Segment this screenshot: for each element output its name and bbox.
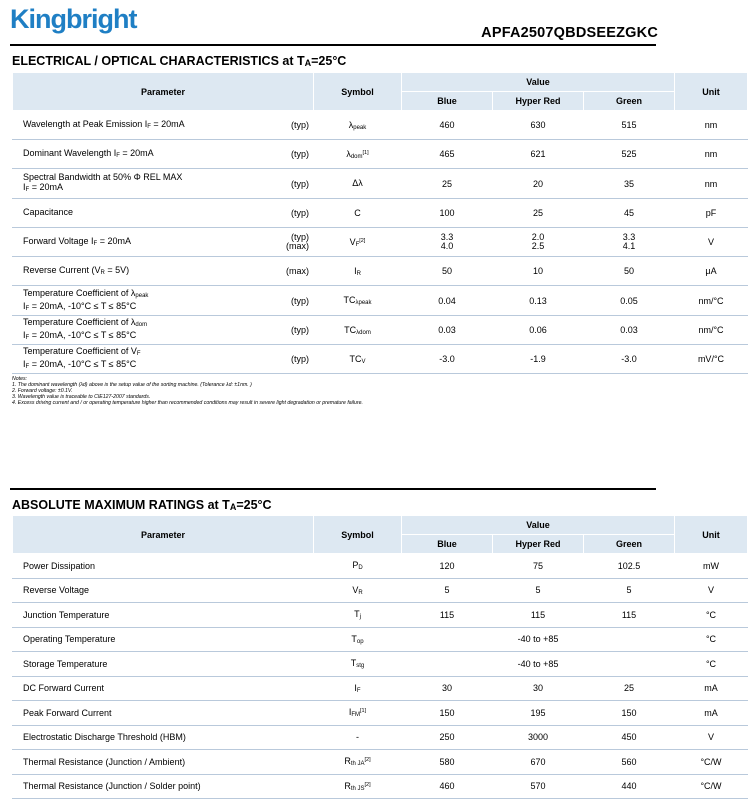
header-blue: Blue: [402, 92, 493, 111]
parameter-cell: [13, 140, 249, 169]
symbol-subscript: peak: [353, 124, 367, 131]
value-cell: 580: [402, 750, 493, 775]
table-row: [13, 140, 748, 169]
notes-heading: Notes:: [12, 376, 27, 382]
symbol-cell: [314, 725, 402, 750]
value-cell: 465: [402, 140, 493, 169]
parameter-cell: Reverse Voltage: [13, 578, 314, 603]
symbol-text: λ: [348, 119, 354, 130]
parameter-line-2: [23, 330, 248, 343]
table-row: [13, 228, 748, 257]
parameter-line-2: [23, 182, 248, 195]
value-cell: 525: [584, 140, 675, 169]
section-title-electrical: ELECTRICAL / OPTICAL CHARACTERISTICS at $T_A=25^\circ C$: [12, 54, 347, 68]
header-unit: Unit: [675, 73, 748, 111]
table-row: [13, 111, 748, 140]
value-cell: 45: [584, 199, 675, 228]
value-cell: 630: [493, 111, 584, 140]
parameter-cell: [13, 316, 249, 345]
header-green: Green: [584, 92, 675, 111]
parameter-cell: Storage Temperature: [13, 652, 314, 677]
table-row: [13, 316, 748, 345]
value-line-2: 4.1: [622, 241, 636, 251]
table-row: [13, 169, 748, 199]
symbol-subscript: λdom: [356, 329, 371, 336]
header-value: Value: [402, 516, 675, 535]
symbol-text: TC: [343, 295, 356, 305]
parameter-cell: Power Dissipation: [13, 554, 314, 579]
absolute-max-table: [12, 515, 748, 799]
table-row: [13, 725, 748, 750]
section-title-absolute-max: ABSOLUTE MAXIMUM RATINGS at $T_A=25^\circ C$: [12, 498, 272, 512]
unit-cell: mW: [675, 554, 748, 579]
unit-cell: V: [675, 578, 748, 603]
value-line-1: 3.3: [440, 232, 454, 242]
symbol-subscript: th JS: [350, 785, 365, 792]
parameter-cell: [13, 345, 249, 374]
parameter-cell: [13, 169, 249, 199]
parameter-text: I: [23, 300, 26, 311]
value-cell: 150: [584, 701, 675, 726]
value-cell: 10: [493, 257, 584, 286]
table-row: [13, 257, 748, 286]
symbol-cell: [314, 286, 402, 316]
parameter-tail: = 20mA, -10°C ≤ T ≤ 85°C: [29, 359, 137, 369]
symbol-subscript: FM: [351, 712, 361, 719]
symbol-subscript: op: [356, 638, 364, 645]
symbol-text: Δλ: [352, 178, 363, 188]
symbol-text: V: [349, 236, 356, 247]
symbol-text: I: [348, 707, 352, 718]
symbol-subscript: dom: [350, 153, 363, 160]
symbol-cell: [314, 228, 402, 257]
parameter-cell: Thermal Resistance (Junction / Solder point): [13, 774, 314, 799]
note-2: 2. Forward voltage: ±0.1V.: [12, 388, 73, 394]
value-line-2: 2.5: [531, 241, 545, 251]
value-cell: 35: [584, 169, 675, 199]
symbol-cell: [314, 603, 402, 628]
unit-cell: V: [675, 228, 748, 257]
value-cell: 25: [402, 169, 493, 199]
unit-cell: °C/W: [675, 750, 748, 775]
parameter-cell: [13, 111, 249, 140]
value-line-2: 4.0: [440, 241, 454, 251]
note-3: 3. Wavelength value is traceable to CIE127-2007 standards.: [12, 394, 151, 400]
parameter-subscript: F: [136, 351, 141, 357]
table-row: [13, 199, 748, 228]
header-blue: Blue: [402, 535, 493, 554]
parameter-tail: = 20mA: [119, 147, 154, 158]
value-cell: 3000: [493, 725, 584, 750]
electrical-table: [12, 72, 748, 374]
symbol-cell: [314, 257, 402, 286]
table-row: [13, 676, 748, 701]
type-cell: (typ): [249, 169, 314, 199]
type-cell: (typ): [249, 286, 314, 316]
header-symbol: Symbol: [314, 516, 402, 554]
parameter-subscript: F: [25, 305, 30, 312]
value-cell: 0.03: [584, 316, 675, 345]
parameter-subscript: R: [100, 269, 105, 276]
parameter-tail: = 20mA, -10°C ≤ T ≤ 85°C: [29, 300, 137, 311]
value-cell-span: -40 to +85: [402, 627, 675, 652]
parameter-cell: Electrostatic Discharge Threshold (HBM): [13, 725, 314, 750]
parameter-cell: [13, 228, 249, 257]
value-cell: 0.04: [402, 286, 493, 316]
value-cell: -3.0: [402, 345, 493, 374]
symbol-subscript: th JA: [350, 761, 365, 768]
symbol-text: TC: [349, 353, 362, 364]
symbol-cell: [314, 140, 402, 169]
value-cell: 450: [584, 725, 675, 750]
unit-cell: °C: [675, 627, 748, 652]
parameter-text: Temperature Coefficient of λ: [23, 317, 136, 327]
parameter-text: Dominant Wavelength I: [23, 147, 117, 158]
symbol-cell: [314, 554, 402, 579]
symbol-subscript: R: [356, 270, 361, 277]
unit-cell: μA: [675, 257, 748, 286]
value-cell: 115: [584, 603, 675, 628]
parameter-cell: [13, 199, 249, 228]
parameter-tail: = 20mA, -10°C ≤ T ≤ 85°C: [29, 330, 137, 340]
value-cell: 115: [493, 603, 584, 628]
value-line-1: 3.3: [622, 232, 636, 242]
symbol-note: [2]: [364, 781, 371, 788]
value-cell: 621: [493, 140, 584, 169]
symbol-subscript: stg: [356, 663, 365, 670]
unit-cell: °C: [675, 652, 748, 677]
value-cell: [402, 228, 493, 257]
value-cell: 0.03: [402, 316, 493, 345]
type-cell: (typ): [249, 140, 314, 169]
header-hyper-red: Hyper Red: [493, 92, 584, 111]
parameter-subscript: peak: [135, 292, 149, 299]
value-cell: 0.13: [493, 286, 584, 316]
unit-cell: °C: [675, 603, 748, 628]
symbol-subscript: F: [356, 687, 361, 694]
value-cell: 100: [402, 199, 493, 228]
parameter-text: Temperature Coefficient of λ: [23, 287, 136, 298]
parameter-subscript: F: [93, 240, 98, 247]
value-cell: 0.06: [493, 316, 584, 345]
parameter-subscript: F: [25, 187, 30, 193]
header-value: Value: [402, 73, 675, 92]
value-cell: 102.5: [584, 554, 675, 579]
value-cell: 50: [584, 257, 675, 286]
symbol-text: V: [352, 584, 359, 595]
value-cell: 115: [402, 603, 493, 628]
parameter-text: I: [23, 182, 26, 192]
header-hyper-red: Hyper Red: [493, 535, 584, 554]
header-parameter: Parameter: [13, 516, 314, 554]
parameter-line-1: [23, 288, 248, 301]
parameter-cell: Peak Forward Current: [13, 701, 314, 726]
parameter-line-1: Spectral Bandwidth at 50% Φ REL MAX: [23, 172, 183, 182]
unit-cell: mA: [675, 701, 748, 726]
unit-cell: nm/°C: [675, 286, 748, 316]
value-cell: [584, 228, 675, 257]
symbol-text: C: [354, 207, 361, 218]
section-rule: [10, 488, 656, 490]
notes: [12, 376, 363, 406]
value-cell: -1.9: [493, 345, 584, 374]
symbol-text: TC: [344, 324, 357, 335]
value-cell: 250: [402, 725, 493, 750]
value-cell: 20: [493, 169, 584, 199]
value-cell: 30: [402, 676, 493, 701]
value-cell: 5: [584, 578, 675, 603]
note-4: 4. Excess driving current and / or operating temperature higher than recommended conditions may result in severe light degradation or premature failure.: [12, 400, 363, 406]
symbol-cell: [314, 676, 402, 701]
type-cell: (max): [249, 257, 314, 286]
unit-cell: nm: [675, 140, 748, 169]
table-row: [13, 603, 748, 628]
value-cell: 670: [493, 750, 584, 775]
parameter-text: Temperature Coefficient of V: [23, 346, 137, 356]
symbol-subscript: V: [361, 358, 366, 365]
symbol-note: [1]: [362, 149, 369, 156]
symbol-subscript: F: [355, 241, 360, 248]
value-cell: 50: [402, 257, 493, 286]
symbol-text: R: [344, 780, 351, 791]
symbol-note: [2]: [364, 757, 371, 764]
table-row: [13, 578, 748, 603]
symbol-cell: [314, 701, 402, 726]
symbol-note: [1]: [360, 708, 367, 715]
unit-cell: mA: [675, 676, 748, 701]
parameter-cell: [13, 286, 249, 316]
parameter-line-1: [23, 346, 248, 359]
parameter-text: I: [23, 330, 26, 340]
type-cell: [249, 228, 314, 257]
type-line-2: (max): [286, 241, 309, 251]
value-cell: 440: [584, 774, 675, 799]
symbol-text: T: [351, 633, 357, 644]
value-cell: 120: [402, 554, 493, 579]
table-row: [13, 627, 748, 652]
unit-cell: nm/°C: [675, 316, 748, 345]
table-row: [13, 345, 748, 374]
value-cell: 5: [493, 578, 584, 603]
table-row: [13, 750, 748, 775]
symbol-note: [2]: [359, 237, 366, 244]
parameter-text: I: [23, 359, 26, 369]
symbol-text: I: [354, 265, 357, 276]
symbol-subscript: j: [359, 614, 361, 621]
symbol-cell: [314, 750, 402, 775]
header-unit: Unit: [675, 516, 748, 554]
value-cell: 75: [493, 554, 584, 579]
part-number: APFA2507QBDSEEZGKC: [481, 25, 658, 41]
brand-logo: Kingbright: [10, 4, 137, 34]
parameter-cell: Thermal Resistance (Junction / Ambient): [13, 750, 314, 775]
parameter-cell: Junction Temperature: [13, 603, 314, 628]
symbol-cell: [314, 652, 402, 677]
parameter-subscript: F: [147, 123, 151, 130]
type-cell: (typ): [249, 316, 314, 345]
symbol-text: R: [344, 756, 351, 767]
type-line-1: (typ): [291, 232, 309, 242]
table-row: [13, 286, 748, 316]
symbol-text: T: [354, 609, 360, 620]
table-row: [13, 701, 748, 726]
type-cell: (typ): [249, 111, 314, 140]
symbol-cell: [314, 169, 402, 199]
symbol-cell: [314, 627, 402, 652]
symbol-text: P: [352, 560, 359, 571]
header-rule: [10, 44, 656, 46]
symbol-subscript: λpeak: [355, 300, 372, 306]
symbol-cell: [314, 316, 402, 345]
parameter-tail: = 5V): [104, 264, 130, 275]
parameter-cell: [13, 257, 249, 286]
symbol-text: T: [350, 658, 357, 669]
parameter-subscript: dom: [135, 322, 148, 328]
parameter-text: Capacitance: [23, 206, 74, 217]
header-green: Green: [584, 535, 675, 554]
value-cell: 25: [493, 199, 584, 228]
symbol-cell: [314, 345, 402, 374]
parameter-text: Reverse Current (V: [23, 264, 101, 275]
unit-cell: nm: [675, 111, 748, 140]
symbol-subscript: D: [358, 565, 363, 572]
symbol-text: λ: [346, 148, 351, 159]
parameter-subscript: F: [25, 335, 30, 341]
header-symbol: Symbol: [314, 73, 402, 111]
parameter-line-2: [23, 301, 248, 314]
value-cell: 150: [402, 701, 493, 726]
symbol-cell: [314, 774, 402, 799]
value-line-1: 2.0: [531, 232, 545, 242]
value-cell: 570: [493, 774, 584, 799]
parameter-line-2: [23, 359, 248, 372]
value-cell: 515: [584, 111, 675, 140]
parameter-tail: = 20mA: [150, 118, 185, 129]
value-cell: 0.05: [584, 286, 675, 316]
value-cell-span: -40 to +85: [402, 652, 675, 677]
value-cell: 5: [402, 578, 493, 603]
parameter-tail: = 20mA: [29, 182, 63, 192]
parameter-line-1: [23, 317, 248, 330]
table-row: [13, 774, 748, 799]
table-row: [13, 554, 748, 579]
type-cell: (typ): [249, 199, 314, 228]
parameter-subscript: F: [25, 364, 30, 370]
symbol-cell: [314, 111, 402, 140]
unit-cell: pF: [675, 199, 748, 228]
value-cell: 460: [402, 111, 493, 140]
type-cell: (typ): [249, 345, 314, 374]
table-row: [13, 652, 748, 677]
unit-cell: V: [675, 725, 748, 750]
value-cell: 25: [584, 676, 675, 701]
symbol-cell: [314, 199, 402, 228]
value-cell: 460: [402, 774, 493, 799]
symbol-text: -: [356, 731, 359, 742]
symbol-text: I: [354, 682, 357, 693]
note-1: 1. The dominant wavelength (λd) above is the setup value of the sorting machine. (Tolerance λd: ±1nm. ): [12, 382, 252, 388]
parameter-cell: DC Forward Current: [13, 676, 314, 701]
unit-cell: mV/°C: [675, 345, 748, 374]
value-cell: [493, 228, 584, 257]
symbol-subscript: R: [358, 589, 363, 596]
parameter-tail: = 20mA: [97, 235, 131, 246]
unit-cell: °C/W: [675, 774, 748, 799]
value-cell: 560: [584, 750, 675, 775]
symbol-cell: [314, 578, 402, 603]
parameter-text: Wavelength at Peak Emission I: [23, 118, 148, 129]
unit-cell: nm: [675, 169, 748, 199]
parameter-text: Forward Voltage I: [23, 235, 94, 246]
parameter-cell: Operating Temperature: [13, 627, 314, 652]
parameter-subscript: F: [116, 152, 120, 159]
header-parameter: Parameter: [13, 73, 314, 111]
value-cell: 30: [493, 676, 584, 701]
value-cell: -3.0: [584, 345, 675, 374]
value-cell: 195: [493, 701, 584, 726]
